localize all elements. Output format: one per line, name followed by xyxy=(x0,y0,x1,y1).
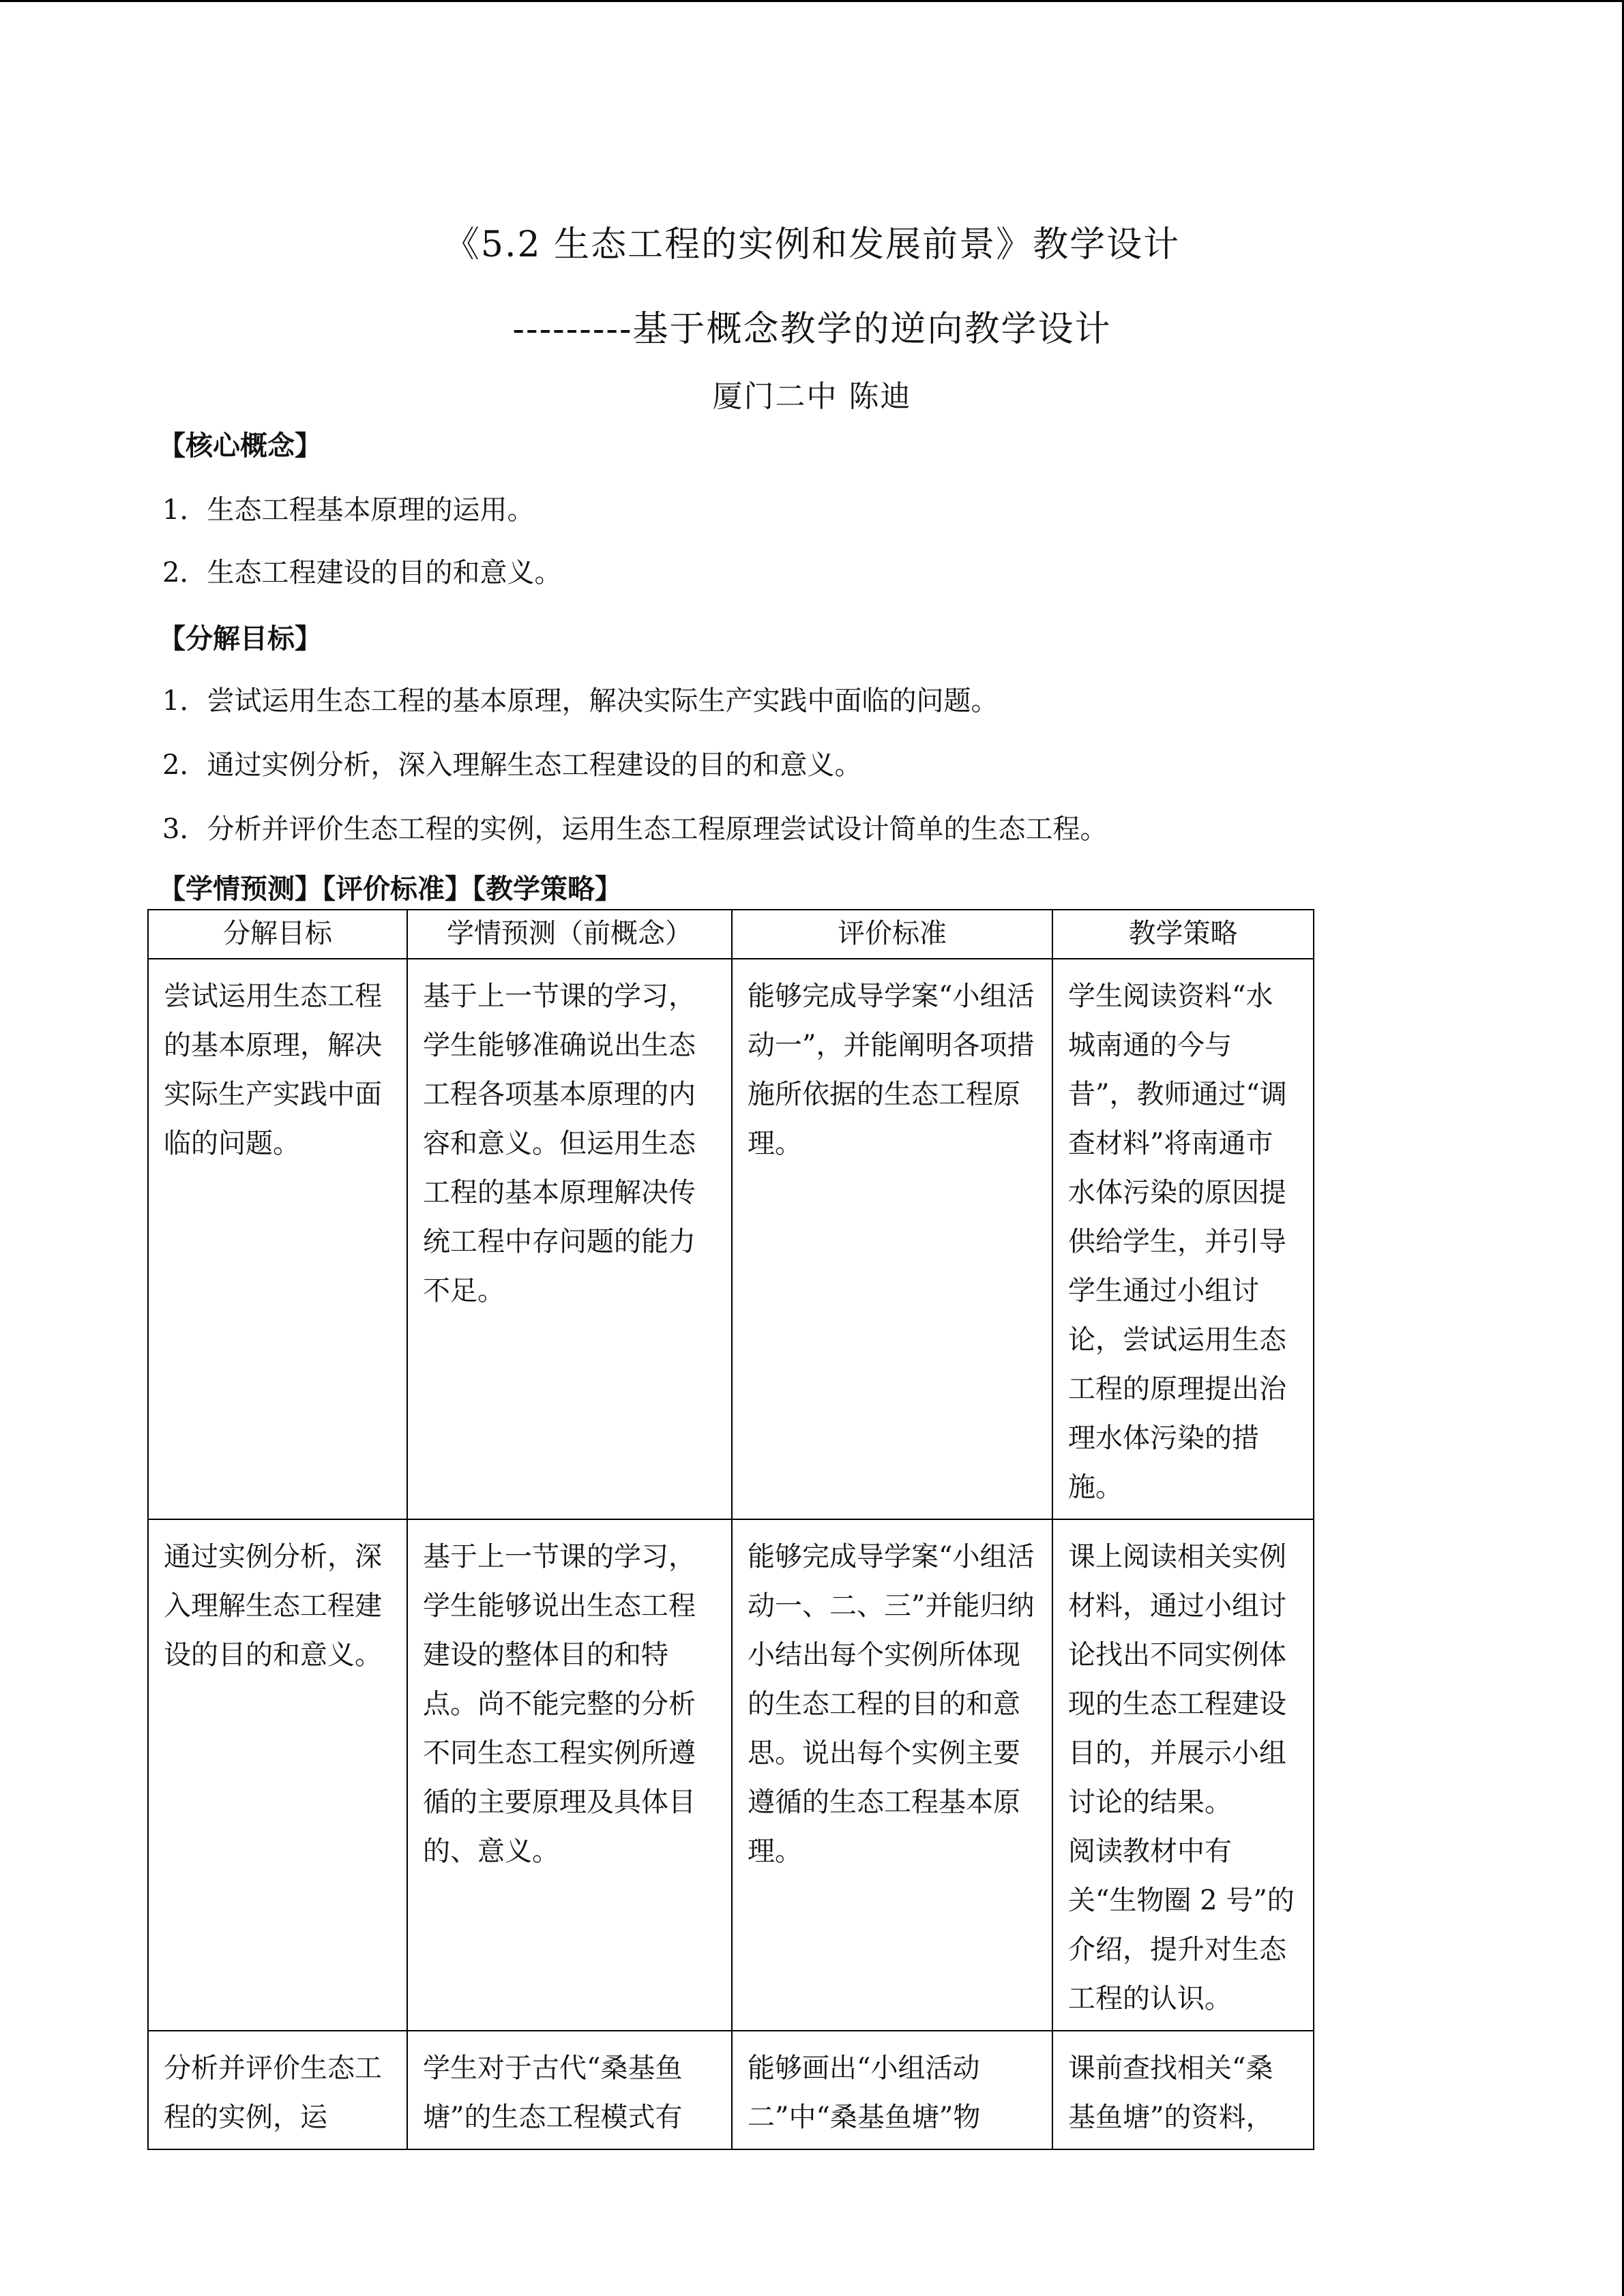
cell-text: 通过实例分析，深入理解生态工程建设的目的和意义。 xyxy=(164,1541,382,1671)
cell-text: 能够完成导学案“小组活动一、二、三”并能归纳小结出每个实例所体现的生态工程的目的和意思。说出每个实例主要遵循的生态工程基本原理。 xyxy=(748,1541,1035,1867)
document-subtitle: ---------基于概念教学的逆向教学设计 xyxy=(512,309,1112,350)
table-cell-criteria xyxy=(732,2031,1052,2149)
table-header-cell: 学情预测（前概念） xyxy=(407,910,732,959)
table-cell-strategy xyxy=(1052,1519,1314,2031)
table-cell-objective xyxy=(148,959,407,1519)
table-cell-criteria xyxy=(732,959,1052,1519)
cell-text: 学生对于古代“桑基鱼塘”的生态工程模式有 xyxy=(423,2053,683,2133)
objectives-heading: 【分解目标】 xyxy=(158,623,322,655)
table-cell-criteria xyxy=(732,1519,1052,2031)
table-cell-strategy xyxy=(1052,2031,1314,2149)
table-section-heading: 【学情预测】【评价标准】【教学策略】 xyxy=(158,874,622,905)
cell-text: 课上阅读相关实例材料，通过小组讨论找出不同实例体现的生态工程建设目的，并展示小组讨论的结果。 阅读教材中有关“生物圈 2 号”的介绍，提升对生态工程的认识。 xyxy=(1068,1541,1295,2014)
table-cell-objective xyxy=(148,2031,407,2149)
table-cell-preconception xyxy=(407,1519,732,2031)
cell-text: 课前查找相关“桑基鱼塘”的资料， xyxy=(1068,2053,1273,2133)
cell-text: 基于上一节课的学习，学生能够说出生态工程建设的整体目的和特点。尚不能完整的分析不同生态工程实例所遵循的主要原理及具体目的、意义。 xyxy=(423,1541,696,1867)
cell-text: 能够完成导学案“小组活动一”，并能阐明各项措施所依据的生态工程原理。 xyxy=(748,981,1035,1159)
document-author: 厦门二中 陈迪 xyxy=(712,379,912,414)
table-header-cell: 教学策略 xyxy=(1052,910,1314,959)
cell-text: 分析并评价生态工程的实例，运 xyxy=(164,2053,382,2133)
table-row xyxy=(148,959,1314,1519)
page-border-top xyxy=(0,0,1624,2)
objective-item-3: 3．分析并评价生态工程的实例，运用生态工程原理尝试设计简单的生态工程。 xyxy=(162,814,1108,845)
core-concepts-heading: 【核心概念】 xyxy=(158,430,322,462)
cell-text: 学生阅读资料“水城南通的今与昔”，教师通过“调查材料”将南通市水体污染的原因提供给学生，并引导学生通过小组讨论，尝试运用生态工程的原理提出治理水体污染的措施。 xyxy=(1068,981,1287,1503)
teaching-design-table xyxy=(147,909,1314,2150)
table-cell-preconception xyxy=(407,959,732,1519)
objective-item-2: 2．通过实例分析，深入理解生态工程建设的目的和意义。 xyxy=(162,749,862,781)
table-cell-preconception xyxy=(407,2031,732,2149)
table-row xyxy=(148,1519,1314,2031)
table-header-cell: 评价标准 xyxy=(732,910,1052,959)
table-header-row xyxy=(148,910,1314,959)
core-concept-item-1: 1．生态工程基本原理的运用。 xyxy=(162,494,535,526)
table-cell-objective xyxy=(148,1519,407,2031)
table-cell-strategy xyxy=(1052,959,1314,1519)
table-row xyxy=(148,2031,1314,2149)
cell-text: 基于上一节课的学习，学生能够准确说出生态工程各项基本原理的内容和意义。但运用生态工程的基本原理解决传统工程中存问题的能力不足。 xyxy=(423,981,696,1307)
objective-item-1: 1．尝试运用生态工程的基本原理，解决实际生产实践中面临的问题。 xyxy=(162,685,999,717)
table-header-cell: 分解目标 xyxy=(148,910,407,959)
core-concept-item-2: 2．生态工程建设的目的和意义。 xyxy=(162,557,562,588)
document-title: 《5.2 生态工程的实例和发展前景》教学设计 xyxy=(443,224,1181,265)
cell-text: 能够画出“小组活动二”中“桑基鱼塘”物 xyxy=(748,2053,981,2133)
cell-text: 尝试运用生态工程的基本原理，解决实际生产实践中面临的问题。 xyxy=(164,981,382,1159)
